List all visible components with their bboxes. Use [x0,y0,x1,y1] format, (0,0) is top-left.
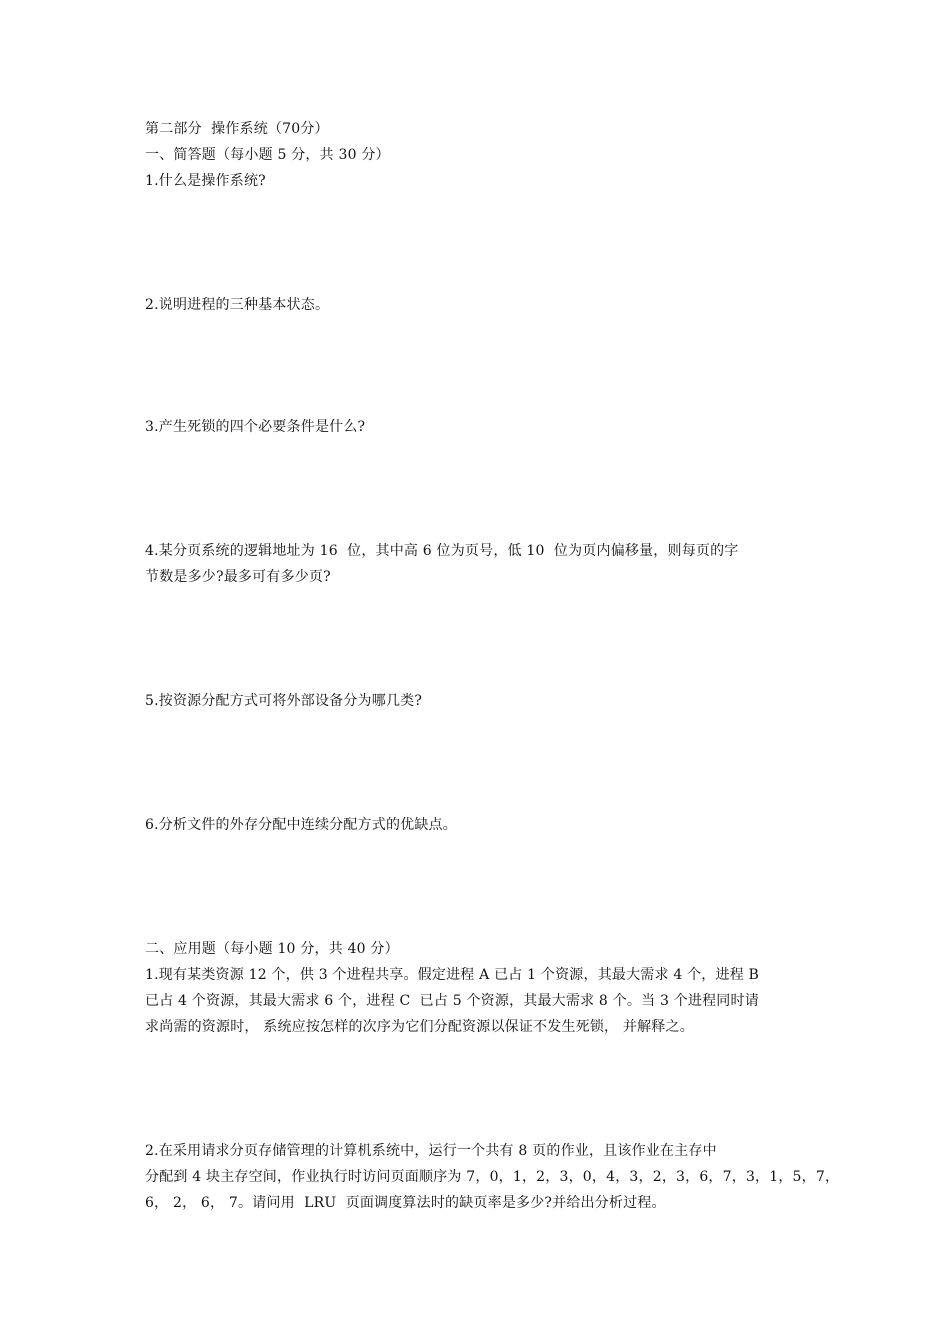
question-2-1-line-3: 求尚需的资源时， 系统应按怎样的次序为它们分配资源以保证不发生死锁， 并解释之。 [145,1019,694,1035]
question-1-5: 5.按资源分配方式可将外部设备分为哪几类? [145,693,423,709]
question-1-2: 2.说明进程的三种基本状态。 [145,297,330,313]
question-2-1-line-2: 已占 4 个资源，其最大需求 6 个，进程 C 已占 5 个资源，其最大需求 8 个。当 3 个进程同时请 [145,993,759,1009]
part-title: 第二部分 操作系统（70分） [145,121,329,137]
question-1-1: 1.什么是操作系统? [145,173,266,189]
section-2-heading: 二、应用题（每小题 10 分，共 40 分） [145,941,399,957]
question-1-6: 6.分析文件的外存分配中连续分配方式的优缺点。 [145,817,457,833]
question-1-4-line-2: 节数是多少?最多可有多少页? [145,569,331,585]
section-1-heading: 一、简答题（每小题 5 分，共 30 分） [145,147,390,163]
question-2-2-line-3: 6， 2， 6， 7。请问用 LRU 页面调度算法时的缺页率是多少?并给出分析过程。 [145,1195,666,1211]
question-2-2-line-2: 分配到 4 块主存空间，作业执行时访问页面顺序为 7，0，1，2，3，0，4，3，2，3，6，7，3，1，5，7， [145,1169,840,1185]
question-1-3: 3.产生死锁的四个必要条件是什么? [145,419,366,435]
question-1-4-line-1: 4.某分页系统的逻辑地址为 16 位，其中高 6 位为页号，低 10 位为页内偏移量，则每页的字 [145,543,739,559]
question-2-2-line-1: 2.在采用请求分页存储管理的计算机系统中，运行一个共有 8 页的作业，且该作业在主存中 [145,1143,717,1159]
question-2-1-line-1: 1.现有某类资源 12 个，供 3 个进程共享。假定进程 A 已占 1 个资源，其最大需求 4 个，进程 B [145,967,760,983]
